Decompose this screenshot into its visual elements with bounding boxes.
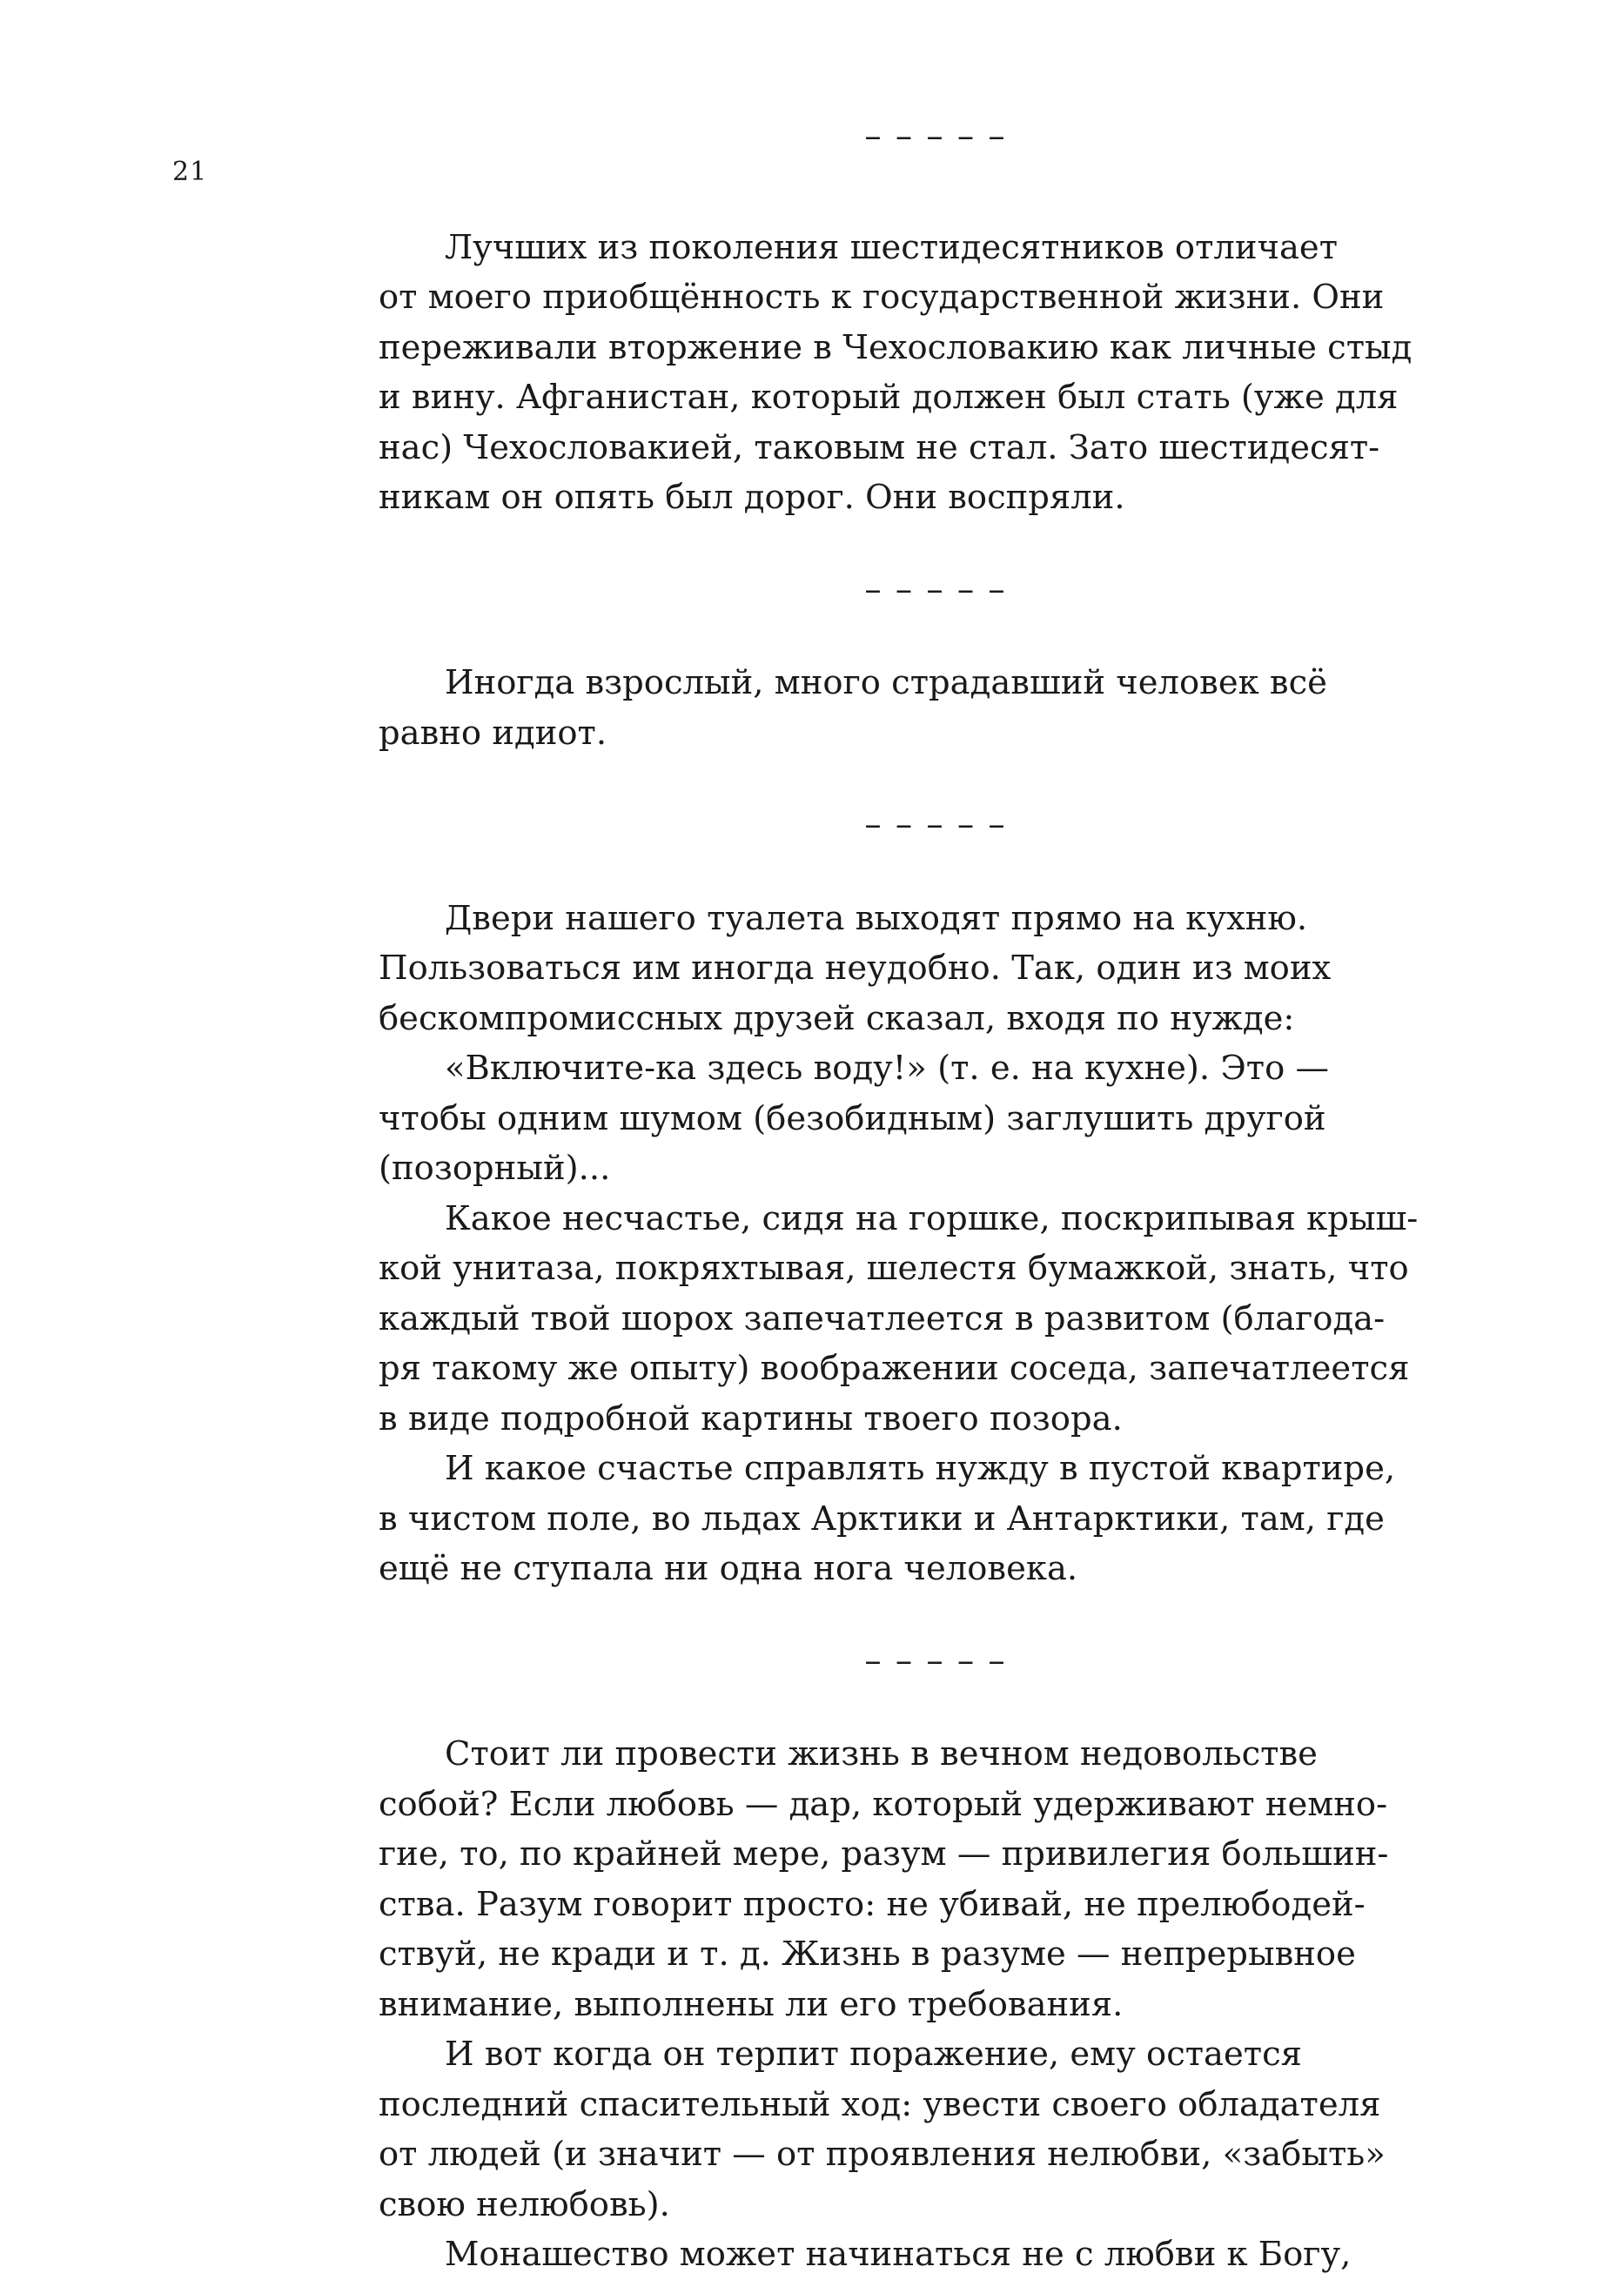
paragraph — [379, 1194, 1440, 1445]
text-line: Лучших из поколения шестидесятников отличает — [445, 227, 1339, 267]
text-line: свою нелюбовь). — [379, 2184, 670, 2224]
paragraph — [379, 658, 1440, 758]
section-divider: – – – – – — [864, 569, 1007, 609]
text-line: переживали вторжение в Чехословакию как личные стыд — [379, 327, 1413, 367]
paragraph — [379, 1043, 1440, 1194]
text-line: внимание, выполнены ли его требования. — [379, 1984, 1124, 2024]
section-divider: – – – – – — [864, 117, 1007, 156]
text-line: гие, то, по крайней мере, разум — привилегия большин- — [379, 1834, 1389, 1874]
text-line: Пользоваться им иногда неудобно. Так, один из моих — [379, 949, 1332, 988]
text-line: последний спасительный ход: увести своего обладателя — [379, 2084, 1381, 2124]
text-line: Какое несчастье, сидя на горшке, поскрипывая крыш- — [445, 1198, 1419, 1238]
text-line: «Включите-ка здесь воду!» (т. е. на кухне). Это — — [445, 1049, 1330, 1088]
text-line: ря такому же опыту) воображении соседа, запечатлеется — [379, 1349, 1410, 1388]
text-line: Двери нашего туалета выходят прямо на кухню. — [445, 898, 1308, 938]
section-2 — [379, 658, 1440, 758]
text-line: (позорный)... — [379, 1149, 611, 1188]
text-line: Монашество может начинаться не с любви к Богу, — [445, 2235, 1352, 2274]
paragraph — [379, 1444, 1440, 1594]
text-line: чтобы одним шумом (безобидным) заглушить другой — [379, 1098, 1326, 1138]
paragraph — [379, 1729, 1440, 2029]
text-line: И вот когда он терпит поражение, ему остается — [445, 2035, 1302, 2074]
paragraph — [379, 894, 1440, 1044]
section-divider: – – – – – — [864, 1640, 1007, 1680]
text-line: от моего приобщённость к государственной жизни. Они — [379, 278, 1385, 317]
text-line: в виде подробной картины твоего позора. — [379, 1398, 1123, 1438]
text-line: ствуй, не кради и т. д. Жизнь в разуме — непрерывное — [379, 1935, 1356, 1974]
section-4 — [379, 1729, 1440, 2280]
paragraph — [379, 2029, 1440, 2230]
paragraph — [379, 2230, 1440, 2280]
text-line: никам он опять был дорог. Они воспряли. — [379, 478, 1125, 517]
text-line: ства. Разум говорит просто: не убивай, не прелюбодей- — [379, 1884, 1366, 1924]
page-body — [379, 117, 1440, 2280]
text-line: бескомпромиссных друзей сказал, входя по нужде: — [379, 998, 1295, 1038]
section-3 — [379, 894, 1440, 1594]
text-line: кой унитаза, покряхтывая, шелестя бумажкой, знать, что — [379, 1249, 1409, 1288]
text-line: нас) Чехословакией, таковым не стал. Зато шестидесят- — [379, 427, 1380, 467]
text-line: в чистом поле, во льдах Арктики и Антарктики, там, где — [379, 1499, 1385, 1539]
text-line: ещё не ступала ни одна нога человека. — [379, 1549, 1078, 1588]
page-number: 21 — [172, 157, 208, 187]
text-line: И какое счастье справлять нужду в пустой квартире, — [445, 1449, 1396, 1488]
section-1 — [379, 223, 1440, 523]
text-line: и вину. Афганистан, который должен был стать (уже для — [379, 378, 1399, 417]
section-divider: – – – – – — [864, 805, 1007, 844]
text-line: собой? Если любовь — дар, который удерживают немно- — [379, 1784, 1388, 1824]
text-line: Иногда взрослый, много страдавший человек всё — [445, 663, 1327, 702]
paragraph — [379, 223, 1440, 523]
text-line: от людей (и значит — от проявления нелюбви, «забыть» — [379, 2135, 1386, 2174]
text-line: равно идиот. — [379, 713, 607, 753]
text-line: каждый твой шорох запечатлеется в развитом (благода- — [379, 1298, 1386, 1338]
text-line: Стоит ли провести жизнь в вечном недовольстве — [445, 1734, 1318, 1774]
